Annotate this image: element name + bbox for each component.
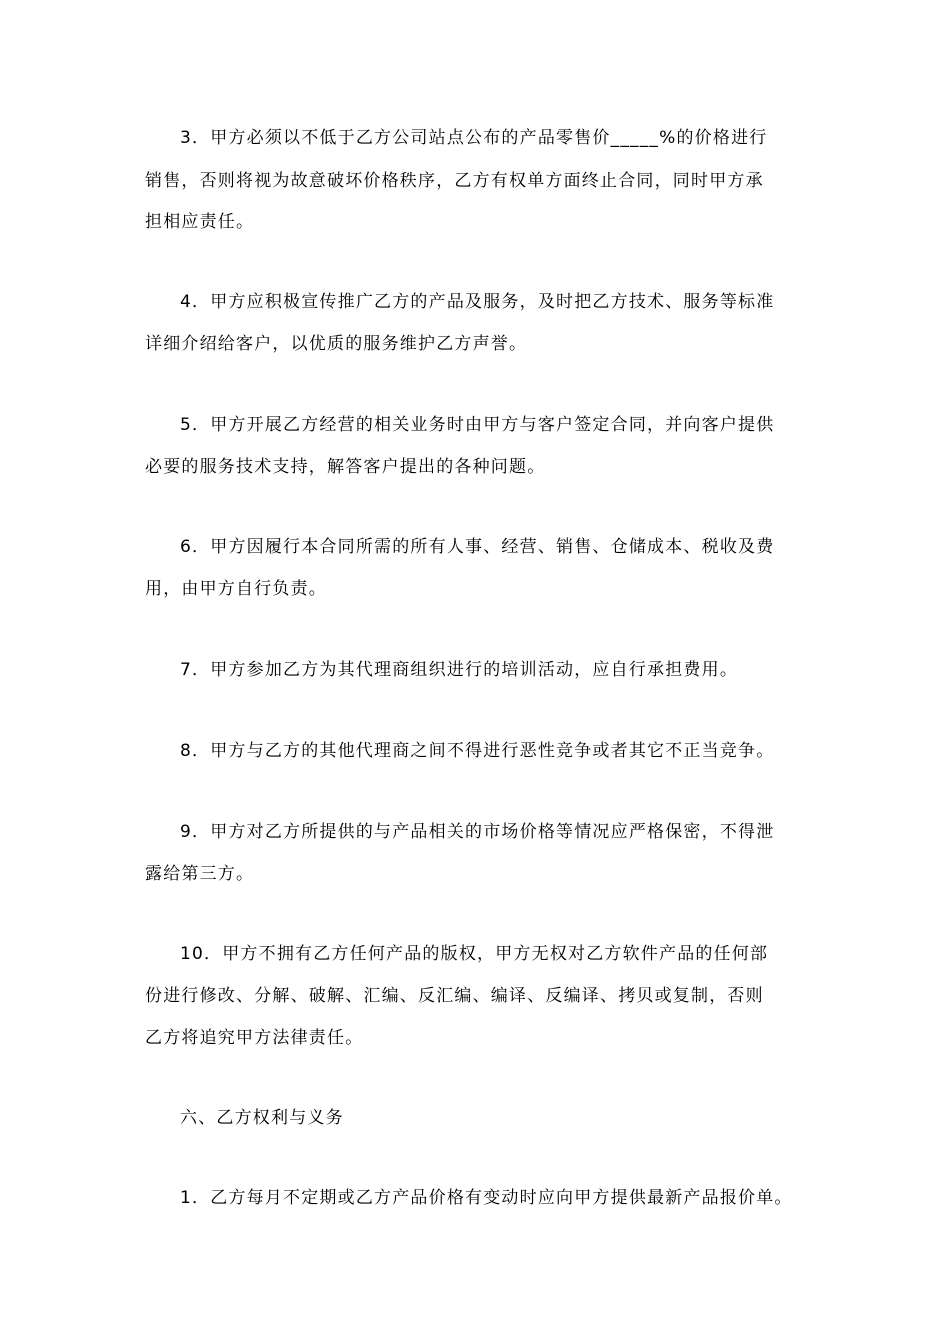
clause-9-line-1: 9．甲方对乙方所提供的与产品相关的市场价格等情况应严格保密，不得泄 [180, 822, 775, 842]
clause-3-line-3: 担相应责任。 [145, 212, 255, 232]
clause-8-line-1: 8．甲方与乙方的其他代理商之间不得进行恶性竞争或者其它不正当竞争。 [180, 741, 775, 761]
clause-10-line-2: 份进行修改、分解、破解、汇编、反汇编、编译、反编译、拷贝或复制，否则 [145, 986, 764, 1006]
clause-3-line-2: 销售，否则将视为故意破坏价格秩序，乙方有权单方面终止合同，同时甲方承 [145, 171, 764, 191]
clause-7-line-1: 7．甲方参加乙方为其代理商组织进行的培训活动，应自行承担费用。 [180, 660, 739, 680]
clause-5-line-2: 必要的服务技术支持，解答客户提出的各种问题。 [145, 457, 546, 477]
clause-5-line-1: 5．甲方开展乙方经营的相关业务时由甲方与客户签定合同，并向客户提供 [180, 415, 775, 435]
clause-10-line-3: 乙方将追究甲方法律责任。 [145, 1028, 364, 1048]
clause-4-line-2: 详细介绍给客户，以优质的服务维护乙方声誉。 [145, 334, 528, 354]
clause-6-line-2: 用，由甲方自行负责。 [145, 579, 327, 599]
clause-10-line-1: 10．甲方不拥有乙方任何产品的版权，甲方无权对乙方软件产品的任何部 [180, 944, 769, 964]
clause-9-line-2: 露给第三方。 [145, 864, 255, 884]
clause-4-line-1: 4．甲方应积极宣传推广乙方的产品及服务，及时把乙方技术、服务等标准 [180, 292, 775, 312]
section-heading: 六、乙方权利与义务 [180, 1108, 344, 1128]
clause-3-line-1: 3．甲方必须以不低于乙方公司站点公布的产品零售价_____%的价格进行 [180, 128, 768, 148]
clause-6-line-1: 6．甲方因履行本合同所需的所有人事、经营、销售、仓储成本、税收及费 [180, 537, 775, 557]
section-6-clause-1-line-1: 1．乙方每月不定期或乙方产品价格有变动时应向甲方提供最新产品报价单。 [180, 1188, 793, 1208]
